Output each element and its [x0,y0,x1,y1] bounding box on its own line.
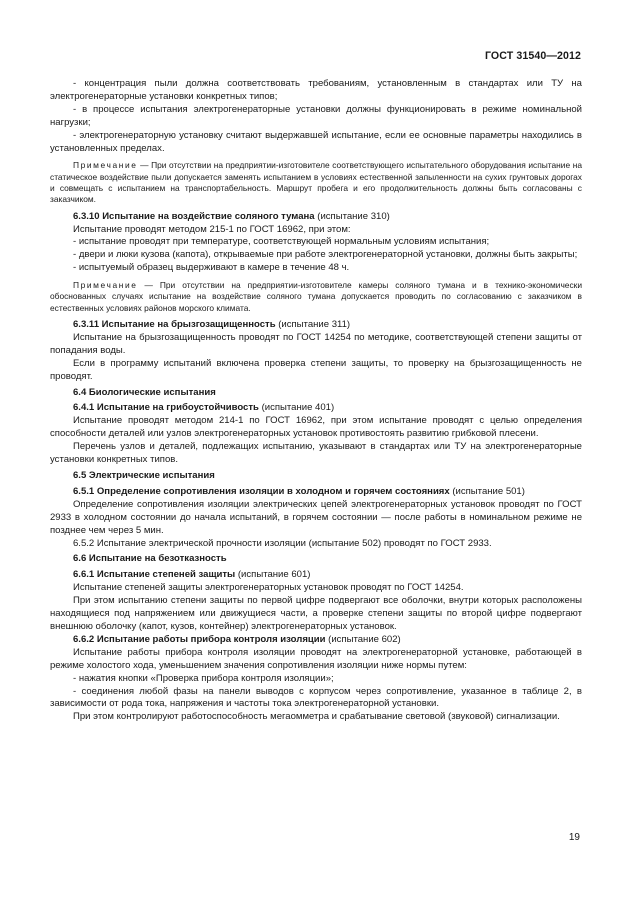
note-text: — При отсутствии на предприятии-изготовителе камеры соляного тумана и в технико-экономически обоснованных случаях испытание на воздействие соляного тумана допускается проводить по согласованию с заказчиком в естественных условиях районов морского климата. [50,280,582,313]
heading-6-4-1: 6.4.1 Испытание на грибоустойчивость (испытание 401) [73,402,335,414]
paragraph: При этом контролируют работоспособность мегаомметра и срабатывание световой (звуковой) сигнализации. [73,711,560,723]
heading-6-5: 6.5 Электрические испытания [73,470,215,482]
paragraph: При этом испытанию степени защиты по первой цифре подвергают все оболочки, внутри которых расположены находящиеся под напряжением или движущиеся части, а проверке степени защиты по второй цифре подвергают внешнюю оболочку (капот, кузов, контейнер) электрогенераторных установок. [50,595,582,632]
document-body [50,78,582,724]
note-text: — При отсутствии на предприятии-изготовителе соответствующего испытательного оборудования испытание на статическое воздействие пыли допускается заменять испытанием в условиях естественной запыленности на сухих грунтовых дорогах и совмещать с испытанием на транспортабельность. Маршрут пробега и его продолжительность должны быть согласованы с заказчиком. [50,160,582,205]
paragraph: Испытание работы прибора контроля изоляции проводят на электрогенераторной установке, работающей в режиме холостого хода, уменьшением значения сопротивления изоляции ниже нормы путем: [50,646,582,671]
heading-6-3-11: 6.3.11 Испытание на брызгозащищенность (испытание 311) [73,319,351,331]
page-number: 19 [568,832,580,843]
heading-6-5-1: 6.5.1 Определение сопротивления изоляции в холодном и горячем состояниях (испытание 501) [73,485,525,497]
paragraph: Испытание проводят методом 214-1 по ГОСТ 16962, при этом испытание проводят с целью определения способности деталей или узлов электрогенераторных установок противостоять развитию грибковой плесени. [50,415,582,440]
paragraph: 6.5.2 Испытание электрической прочности изоляции (испытание 502) проводят по ГОСТ 2933. [73,537,492,549]
paragraph: Испытание проводят методом 215-1 по ГОСТ 16962, при этом: [73,223,351,235]
note-salt-fog [50,280,582,314]
heading-6-6-2: 6.6.2 Испытание работы прибора контроля изоляции (испытание 602) [73,633,401,645]
note-label: Примечание [73,280,138,291]
heading-6-6-1: 6.6.1 Испытание степеней защиты (испытание 601) [73,569,311,581]
list-item: - испытуемый образец выдерживают в камере в течение 48 ч. [73,262,350,274]
note-label: Примечание [73,160,138,171]
paragraph: Перечень узлов и деталей, подлежащих испытанию, указывают в стандартах или ТУ на электрогенераторные установки конкретных типов. [50,441,582,466]
page-header: ГОСТ 31540—2012 [484,50,581,62]
list-item-nominal-load: - в процессе испытания электрогенераторные установки должны функционировать в режиме номинальной нагрузки; [50,103,582,128]
list-item: - соединения любой фазы на панели выводов с корпусом через сопротивление, указанное в таблице 2, в зависимости от рода тока, напряжения и частоты тока электрогенераторной установки. [50,685,582,710]
list-item: - двери и люки кузова (капота), открываемые при работе электрогенераторной установки, должны быть закрыты; [73,249,578,261]
list-item-passed-test: - электрогенераторную установку считают выдержавшей испытание, если ее основные параметры находились в установленных пределах. [50,129,582,154]
paragraph: Если в программу испытаний включена проверка степени защиты, то проверку на брызгозащищенность не проводят. [50,357,582,382]
note-dust [50,160,582,205]
list-item: - испытание проводят при температуре, соответствующей нормальным условиям испытания; [73,236,490,248]
paragraph: Определение сопротивления изоляции электрических цепей электрогенераторных установок проводят по ГОСТ 2933 в холодном состоянии до начала испытаний, в горячем состоянии — после работы в номинальном режиме не позднее чем через 5 мин. [50,498,582,536]
paragraph: Испытание степеней защиты электрогенераторных установок проводят по ГОСТ 14254. [73,582,464,594]
heading-6-4: 6.4 Биологические испытания [73,386,216,398]
paragraph: Испытание на брызгозащищенность проводят по ГОСТ 14254 по методике, соответствующей степени защиты от попадания воды. [50,331,582,356]
heading-6-3-10: 6.3.10 Испытание на воздействие соляного тумана (испытание 310) [73,210,390,222]
list-item: - нажатия кнопки «Проверка прибора контроля изоляции»; [73,672,334,684]
heading-6-6: 6.6 Испытание на безотказность [73,553,227,565]
list-item-dust-concentration: - концентрация пыли должна соответствовать требованиям, установленным в стандартах или ТУ на электрогенераторные установки конкретных типов; [50,78,582,102]
